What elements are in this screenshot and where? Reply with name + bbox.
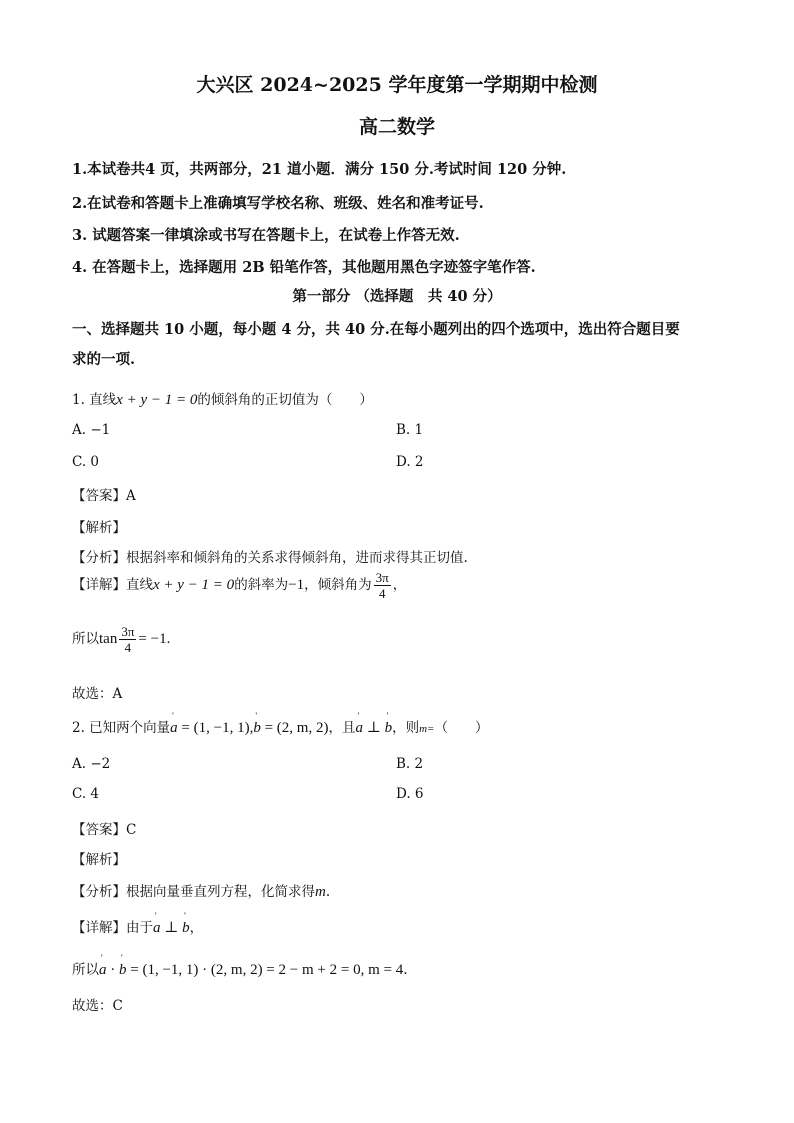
q1-fenxi: 【分析】根据斜率和倾斜角的关系求得倾斜角，进而求得其正切值. [72, 550, 468, 566]
q2-option-c: C. 4 [72, 786, 100, 802]
q1-detail-slope: −1 [288, 577, 305, 593]
q2-paren: （ ） [434, 720, 489, 736]
q2-fenxi-m: m [315, 884, 326, 900]
q1-so-prefix: 所以 [72, 631, 99, 647]
q1-tan-frac-den: 4 [124, 640, 132, 655]
q1-answer: 【答案】A [72, 488, 136, 504]
q2-detail-b: ' b [182, 920, 190, 937]
q2-eq-b: = (2, m, 2) [260, 720, 329, 736]
q2-perp: ⊥ [362, 720, 385, 736]
q1-detail-equation: x + y − 1 = 0 [153, 577, 235, 593]
q2-vector-a: ' a [170, 720, 178, 737]
q2-conclusion [72, 958, 408, 979]
question-1 [72, 388, 373, 409]
q2-so-prefix: 所以 [72, 962, 99, 978]
q1-prefix: 1. 直线 [72, 392, 117, 408]
question-2 [72, 716, 488, 737]
q1-option-a: A. −1 [72, 422, 111, 438]
q2-so-dot: · [106, 962, 119, 978]
instruction-4: 4. 在答题卡上，选择题用 2B 铅笔作答，其他题用黑色字迹签字笔作答. [72, 259, 536, 276]
q2-detail [72, 916, 203, 937]
q2-so-end: . [403, 962, 408, 978]
q1-detail [72, 570, 406, 601]
q1-detail-end: ， [392, 577, 407, 593]
q2-vector-b: ' b [253, 720, 261, 737]
q2-option-a: A. −2 [72, 756, 111, 772]
q2-then: ，则 [392, 720, 420, 736]
q1-detail-prefix: 【详解】直线 [72, 577, 153, 593]
q2-fenxi-end: . [325, 884, 331, 900]
q1-option-b: B. 1 [396, 422, 424, 438]
q2-option-b: B. 2 [396, 756, 424, 772]
q1-conclusion [72, 624, 170, 655]
q1-option-d: D. 2 [396, 454, 424, 470]
q2-fenxi [72, 880, 330, 901]
instruction-1: 1.本试卷共4 页，共两部分，21 道小题．满分 150 分.考试时间 120 分钟. [72, 161, 567, 178]
q1-option-c: C. 0 [72, 454, 100, 470]
q2-m-eq: m= [419, 723, 435, 735]
q1-tan: tan [99, 631, 118, 647]
q2-so-a: ' a [99, 962, 107, 979]
q1-frac-den: 4 [378, 586, 386, 601]
q2-perp-b: ' b [385, 720, 393, 737]
q2-detail-end: ， [189, 920, 204, 936]
q1-suffix: 的倾斜角的正切值为（ ） [197, 392, 373, 408]
q2-eq-a: = (1, −1, 1), [177, 720, 254, 736]
q2-answer: 【答案】C [72, 822, 137, 838]
q1-so-end: = −1. [138, 631, 171, 647]
q1-tan-fraction [119, 624, 136, 655]
q2-choice: 故选：C [72, 998, 123, 1014]
q1-choice: 故选：A [72, 686, 123, 702]
q2-detail-perp: ⊥ [160, 920, 183, 936]
q2-so-expr: = (1, −1, 1) · (2, m, 2) = 2 − m + 2 = 0, m = 4 [126, 962, 404, 978]
q2-mid: ，且 [328, 720, 356, 736]
q1-frac-num: 3π [375, 570, 389, 585]
q2-perp-a: ' a [355, 720, 363, 737]
page-title: 大兴区 2024~2025 学年度第一学期期中检测 [196, 74, 598, 96]
page-subtitle: 高二数学 [358, 116, 435, 138]
part-title: 第一部分 （选择题 共 40 分） [292, 288, 502, 305]
q1-analysis-label: 【解析】 [72, 520, 126, 536]
q2-prefix: 2. 已知两个向量 [72, 720, 171, 736]
q2-fenxi-prefix: 【分析】根据向量垂直列方程，化简求得 [72, 884, 315, 900]
q2-analysis-label: 【解析】 [72, 852, 126, 868]
q1-detail-angle-text: ，倾斜角为 [304, 577, 372, 593]
section-heading-line1: 一、选择题共 10 小题，每小题 4 分，共 40 分.在每小题列出的四个选项中，选出符合题目要 [72, 321, 680, 338]
q2-detail-prefix: 【详解】由于 [72, 920, 153, 936]
q1-detail-mid: 的斜率为 [234, 577, 289, 593]
q2-so-b: ' b [119, 962, 127, 979]
section-heading-line2: 求的一项. [72, 351, 136, 368]
q2-detail-a: ' a [153, 920, 161, 937]
q1-equation: x + y − 1 = 0 [116, 392, 198, 408]
q2-option-d: D. 6 [396, 786, 424, 802]
instruction-3: 3. 试题答案一律填涂或书写在答题卡上，在试卷上作答无效. [72, 227, 460, 244]
q1-tan-frac-num: 3π [121, 624, 135, 639]
q1-angle-fraction [374, 570, 391, 601]
instruction-2: 2.在试卷和答题卡上准确填写学校名称、班级、姓名和准考证号. [72, 195, 484, 212]
